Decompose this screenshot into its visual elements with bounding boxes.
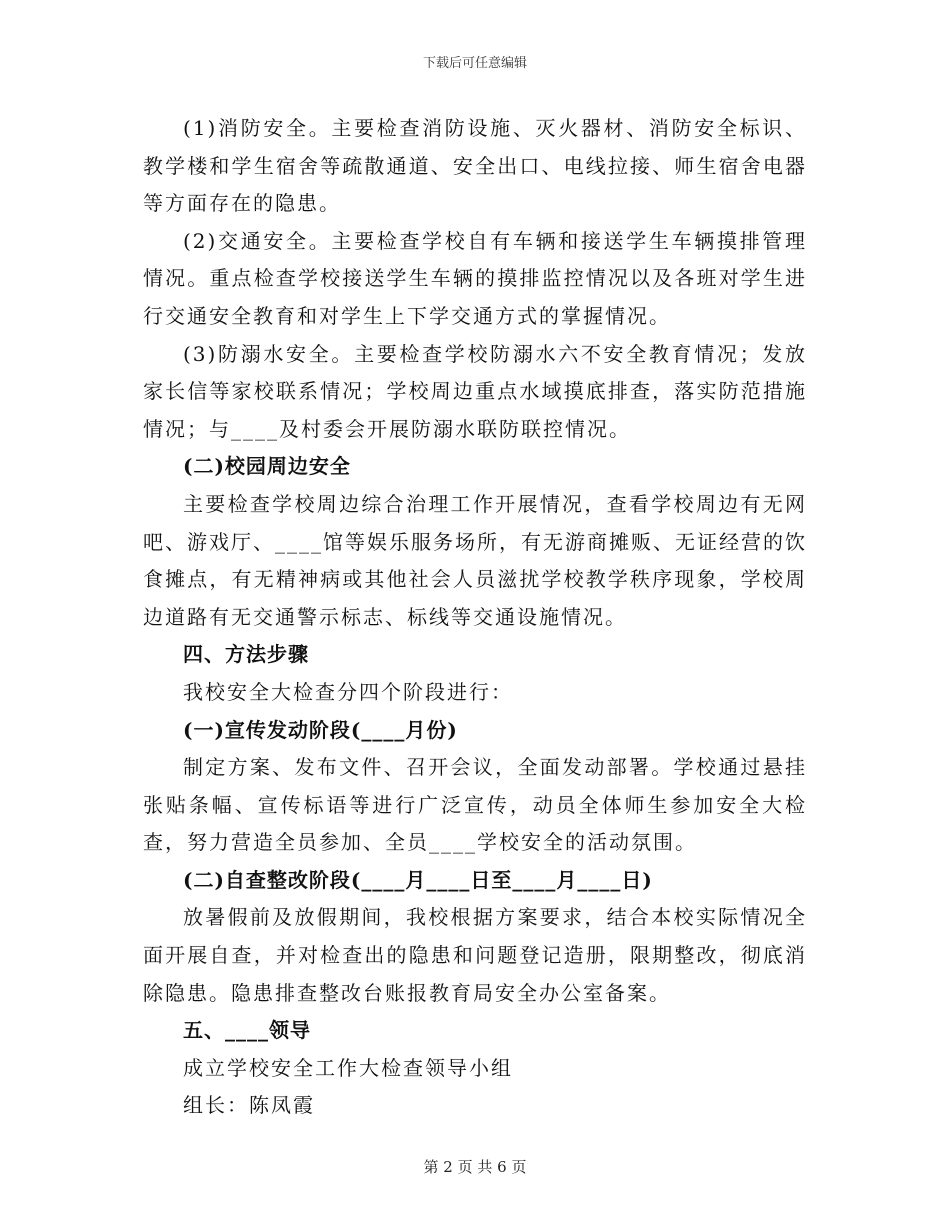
heading-methods-steps: 四、方法步骤 [183, 642, 309, 667]
paragraph-fire-safety: (1)消防安全。主要检查消防设施、灭火器材、消防安全标识、教学楼和学生宿舍等疏散通道、安全出口、电线拉接、师生宿舍电器等方面存在的隐患。 [143, 116, 807, 216]
page-number: 第 2 页 共 6 页 [423, 1158, 527, 1176]
paragraph-self-inspection-stage: 放暑假前及放假期间，我校根据方案要求，结合本校实际情况全面开展自查，并对检查出的隐患和问题登记造册，限期整改，彻底消除隐患。隐患排查整改台账报教育局安全办公室备案。 [143, 905, 807, 1005]
heading-leadership: 五、____领导 [183, 1018, 311, 1043]
paragraph-leadership-group: 成立学校安全工作大检查领导小组 [183, 1055, 513, 1080]
heading-publicity-stage: (一)宣传发动阶段(____月份) [183, 717, 458, 742]
document-body [143, 110, 807, 1125]
paragraph-group-leader: 组长：陈凤霞 [183, 1093, 315, 1118]
paragraph-four-stages: 我校安全大检查分四个阶段进行： [183, 679, 513, 704]
heading-campus-surroundings: (二)校园周边安全 [183, 454, 351, 479]
paragraph-traffic-safety: (2)交通安全。主要检查学校自有车辆和接送学生车辆摸排管理情况。重点检查学校接送学生车辆的摸排监控情况以及各班对学生进行交通安全教育和对学生上下学交通方式的掌握情况。 [143, 228, 807, 328]
paragraph-campus-surroundings: 主要检查学校周边综合治理工作开展情况，查看学校周边有无网吧、游戏厅、____馆等娱乐服务场所，有无游商摊贩、无证经营的饮食摊点，有无精神病或其他社会人员滋扰学校教学秩序现象，学校周边道路有无交通警示标志、标线等交通设施情况。 [143, 491, 807, 629]
paragraph-publicity-stage: 制定方案、发布文件、召开会议，全面发动部署。学校通过悬挂张贴条幅、宣传标语等进行广泛宣传，动员全体师生参加安全大检查，努力营造全员参加、全员____学校安全的活动氛围。 [143, 755, 807, 855]
paragraph-drowning-safety: (3)防溺水安全。主要检查学校防溺水六不安全教育情况；发放家长信等家校联系情况；学校周边重点水域摸底排查，落实防范措施情况；与____及村委会开展防溺水联防联控情况。 [143, 341, 807, 441]
heading-self-inspection-stage: (二)自查整改阶段(____月____日至____月____日) [183, 867, 653, 892]
page-header-note: 下载后可任意编辑 [422, 56, 527, 71]
